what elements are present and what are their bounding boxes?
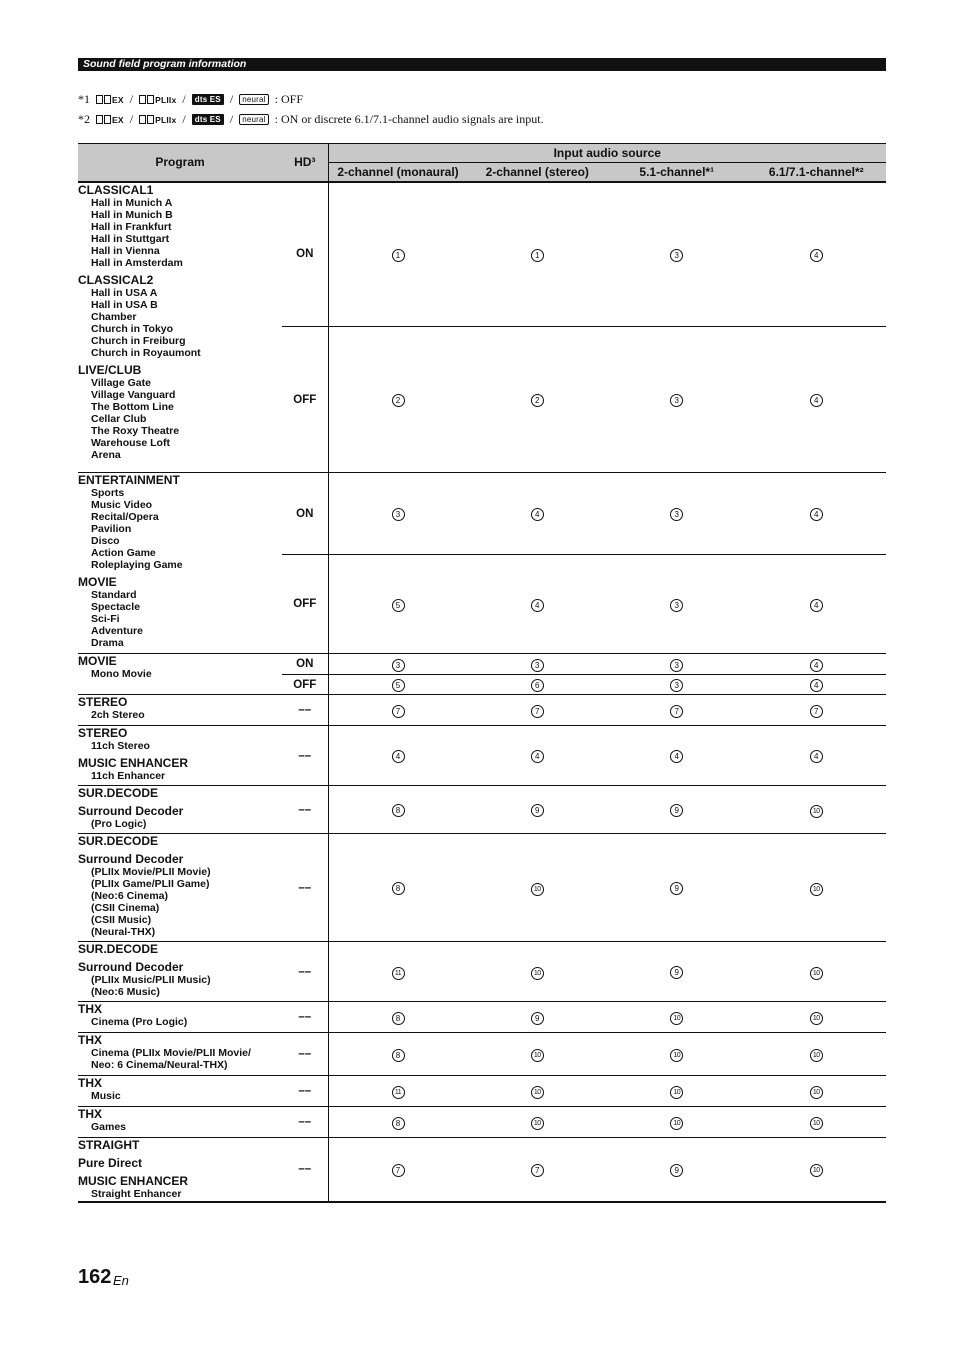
circled-number: 7 <box>670 705 683 718</box>
circled-number: 10 <box>810 805 823 818</box>
decoder-ref-cell <box>747 786 887 834</box>
decoder-ref-cell <box>468 726 608 786</box>
sound-field-item: Hall in Frankfurt <box>91 220 172 233</box>
program-title: SUR.DECODE <box>78 942 159 956</box>
program-cell <box>78 695 282 726</box>
program-title: Surround Decoder <box>78 852 184 866</box>
program-group <box>78 726 282 752</box>
footnote-text: : ON or discrete 6.1/7.1-channel audio signals are input. <box>274 112 544 126</box>
program-group <box>78 473 282 571</box>
decoder-ref-cell <box>747 555 887 654</box>
circled-number: 4 <box>531 750 544 763</box>
table-row <box>78 1076 886 1107</box>
table-row <box>78 182 886 327</box>
decoder-ref-cell <box>607 675 747 695</box>
decoder-ref-cell <box>747 695 887 726</box>
circled-number: 10 <box>810 1117 823 1130</box>
circled-number: 4 <box>531 599 544 612</box>
program-group <box>78 804 282 830</box>
circled-number: 11 <box>392 967 405 980</box>
decoder-ref-cell <box>747 1076 887 1107</box>
program-cell <box>78 786 282 834</box>
footnote-mark: *1 <box>78 92 90 106</box>
decoder-ref-cell <box>607 182 747 327</box>
header-2ch-stereo: 2-channel (stereo) <box>468 163 608 182</box>
circled-number: 3 <box>670 508 683 521</box>
program-group <box>78 1002 282 1028</box>
decoder-ref-cell <box>328 726 468 786</box>
decoder-ref-cell <box>747 327 887 473</box>
program-title: Surround Decoder <box>78 804 184 818</box>
program-group <box>78 363 282 461</box>
sound-field-item: Music <box>91 1090 121 1102</box>
table-row <box>78 695 886 726</box>
sound-field-item: Roleplaying Game <box>91 559 183 571</box>
footnote-1: *1 EX / PLIIx / dts ES / neural : OFF <box>78 92 304 106</box>
decoder-ref-cell <box>468 675 608 695</box>
sound-field-item: Village Gate <box>91 376 151 389</box>
decoder-ref-cell <box>328 834 468 942</box>
sound-field-item: Games <box>91 1121 127 1133</box>
circled-number: 8 <box>392 882 405 895</box>
program-cell <box>78 182 282 473</box>
table-row <box>78 726 886 786</box>
circled-number: 3 <box>670 249 683 262</box>
program-title: MUSIC ENHANCER <box>78 1174 189 1188</box>
sound-field-item: The Bottom Line <box>91 400 174 413</box>
hd3-cell: –– <box>282 695 328 726</box>
table-row <box>78 1002 886 1033</box>
header-5-1ch: 5.1-channel*¹ <box>607 163 747 182</box>
sound-field-item: Action Game <box>91 547 156 559</box>
decoder-ref-cell <box>468 695 608 726</box>
program-cell <box>78 1107 282 1138</box>
decoder-ref-cell <box>607 834 747 942</box>
program-group <box>78 695 282 721</box>
program-cell <box>78 834 282 942</box>
decoder-ref-cell <box>747 1033 887 1076</box>
circled-number: 7 <box>392 705 405 718</box>
page-number: 162 <box>78 1266 112 1288</box>
program-title: Pure Direct <box>78 1156 143 1170</box>
circled-number: 4 <box>810 249 823 262</box>
sound-field-item: Church in Freiburg <box>91 334 186 347</box>
sound-field-item: (Neural-THX) <box>91 926 156 938</box>
decoder-ref-cell <box>607 1138 747 1202</box>
circled-number: 8 <box>392 1117 405 1130</box>
circled-number: 10 <box>810 967 823 980</box>
sound-field-item: Warehouse Loft <box>91 436 170 449</box>
sound-field-item: 11ch Enhancer <box>91 770 166 782</box>
decoder-ref-cell <box>328 942 468 1002</box>
sound-field-table <box>78 143 886 1203</box>
sound-field-item: Church in Tokyo <box>91 322 174 335</box>
program-title: Surround Decoder <box>78 960 184 974</box>
decoder-ref-cell <box>328 555 468 654</box>
circled-number: 9 <box>670 882 683 895</box>
decoder-ref-cell <box>468 327 608 473</box>
circled-number: 9 <box>670 966 683 979</box>
circled-number: 9 <box>670 1164 683 1177</box>
decoder-ref-cell <box>468 1033 608 1076</box>
table-row <box>78 1138 886 1202</box>
decoder-ref-cell <box>607 695 747 726</box>
decoder-ref-cell <box>607 1033 747 1076</box>
header-input-audio-source: Input audio source <box>328 144 886 163</box>
program-title: STRAIGHT <box>78 1138 140 1152</box>
sound-field-item: Standard <box>91 589 137 601</box>
circled-number: 10 <box>531 1086 544 1099</box>
program-title: THX <box>78 1107 102 1121</box>
decoder-ref-cell <box>747 1107 887 1138</box>
circled-number: 10 <box>531 967 544 980</box>
hd3-cell: –– <box>282 1002 328 1033</box>
sound-field-item: Adventure <box>91 625 143 637</box>
program-cell <box>78 1033 282 1076</box>
program-group <box>78 183 282 269</box>
circled-number: 4 <box>531 508 544 521</box>
neural-logo: neural <box>239 114 268 125</box>
sound-field-item: Spectacle <box>91 601 141 613</box>
circled-number: 2 <box>392 394 405 407</box>
program-group <box>78 1156 282 1170</box>
sound-field-item: Hall in Munich B <box>91 208 173 221</box>
decoder-ref-cell <box>468 1107 608 1138</box>
sound-field-item: 11ch Stereo <box>91 740 150 752</box>
program-cell <box>78 942 282 1002</box>
decoder-ref-cell <box>328 1002 468 1033</box>
program-cell <box>78 654 282 695</box>
hd3-cell: ON <box>282 654 328 675</box>
circled-number: 10 <box>670 1117 683 1130</box>
sound-field-item: Sci-Fi <box>91 613 120 625</box>
decoder-ref-cell <box>468 786 608 834</box>
dolby-prologic-iix-logo: PLIIx <box>139 94 176 105</box>
program-group <box>78 834 282 848</box>
hd3-cell: –– <box>282 786 328 834</box>
circled-number: 7 <box>531 705 544 718</box>
program-group <box>78 1138 282 1152</box>
program-title: MOVIE <box>78 575 117 589</box>
header-2ch-monaural: 2-channel (monaural) <box>328 163 468 182</box>
decoder-ref-cell <box>747 834 887 942</box>
circled-number: 1 <box>531 249 544 262</box>
sound-field-item: Cinema (Pro Logic) <box>91 1016 188 1028</box>
hd3-cell: OFF <box>282 555 328 654</box>
decoder-ref-cell <box>328 182 468 327</box>
neural-logo: neural <box>239 94 268 105</box>
program-title: CLASSICAL2 <box>78 272 154 287</box>
sound-field-item: Cellar Club <box>91 412 147 425</box>
circled-number: 7 <box>810 705 823 718</box>
program-group <box>78 942 282 956</box>
footnote-text: : OFF <box>274 92 304 106</box>
decoder-ref-cell <box>607 726 747 786</box>
hd3-cell: –– <box>282 1107 328 1138</box>
hd3-cell: OFF <box>282 327 328 473</box>
program-title: LIVE/CLUB <box>78 362 142 377</box>
circled-number: 4 <box>670 750 683 763</box>
sound-field-item: The Roxy Theatre <box>91 424 180 437</box>
decoder-ref-cell <box>468 555 608 654</box>
sound-field-item: (Pro Logic) <box>91 818 147 830</box>
table-row <box>78 1107 886 1138</box>
sound-field-item: Mono Movie <box>91 668 152 680</box>
decoder-ref-cell <box>328 473 468 555</box>
circled-number: 4 <box>810 599 823 612</box>
program-cell <box>78 1002 282 1033</box>
circled-number: 3 <box>392 659 405 672</box>
sound-field-item: Neo: 6 Cinema/Neural-THX) <box>91 1059 228 1071</box>
circled-number: 10 <box>531 1117 544 1130</box>
circled-number: 3 <box>670 394 683 407</box>
program-group <box>78 654 282 680</box>
program-title: THX <box>78 1033 102 1047</box>
program-group <box>78 575 282 649</box>
program-group <box>78 960 282 998</box>
decoder-ref-cell <box>747 182 887 327</box>
circled-number: 9 <box>531 804 544 817</box>
program-group <box>78 273 282 359</box>
hd3-cell: ON <box>282 473 328 555</box>
sound-field-item: Village Vanguard <box>91 388 176 401</box>
circled-number: 1 <box>392 249 405 262</box>
decoder-ref-cell <box>607 654 747 675</box>
sound-field-item: Straight Enhancer <box>91 1188 182 1200</box>
circled-number: 10 <box>670 1049 683 1062</box>
decoder-ref-cell <box>468 1138 608 1202</box>
program-group <box>78 1033 282 1071</box>
dts-es-logo: dts ES <box>192 94 224 105</box>
program-title: MOVIE <box>78 654 117 668</box>
table-row <box>78 473 886 555</box>
circled-number: 7 <box>531 1164 544 1177</box>
program-cell <box>78 726 282 786</box>
hd3-cell: ON <box>282 182 328 327</box>
decoder-ref-cell <box>747 675 887 695</box>
decoder-ref-cell <box>468 834 608 942</box>
circled-number: 9 <box>670 804 683 817</box>
decoder-ref-cell <box>328 675 468 695</box>
circled-number: 8 <box>392 804 405 817</box>
hd3-cell: –– <box>282 834 328 942</box>
decoder-ref-cell <box>328 327 468 473</box>
decoder-ref-cell <box>328 1138 468 1202</box>
section-header-bar <box>78 58 886 71</box>
decoder-ref-cell <box>607 555 747 654</box>
program-group <box>78 1107 282 1133</box>
circled-number: 8 <box>392 1012 405 1025</box>
circled-number: 8 <box>392 1049 405 1062</box>
sound-field-item: Hall in USA B <box>91 298 158 311</box>
circled-number: 3 <box>392 508 405 521</box>
circled-number: 11 <box>392 1086 405 1099</box>
circled-number: 10 <box>810 1086 823 1099</box>
circled-number: 5 <box>392 599 405 612</box>
program-title: MUSIC ENHANCER <box>78 756 189 770</box>
sound-field-item: Sports <box>91 487 125 499</box>
program-title: STEREO <box>78 726 128 740</box>
circled-number: 3 <box>670 599 683 612</box>
sound-field-item: (CSII Music) <box>91 914 152 926</box>
decoder-ref-cell <box>328 654 468 675</box>
decoder-ref-cell <box>328 1076 468 1107</box>
sound-field-item: Cinema (PLIIx Movie/PLII Movie/ <box>91 1047 251 1059</box>
section-title: Sound field program information <box>83 58 247 70</box>
program-cell <box>78 1076 282 1107</box>
decoder-ref-cell <box>468 654 608 675</box>
program-group <box>78 786 282 800</box>
circled-number: 4 <box>810 659 823 672</box>
circled-number: 10 <box>670 1012 683 1025</box>
table-row <box>78 786 886 834</box>
footnote-2: *2 EX / PLIIx / dts ES / neural : ON or discrete 6.1/7.1-channel audio signals are input. <box>78 112 544 126</box>
decoder-ref-cell <box>747 726 887 786</box>
sound-field-item: Hall in Amsterdam <box>91 256 183 269</box>
header-program: Program <box>78 144 282 182</box>
circled-number: 4 <box>810 679 823 692</box>
decoder-ref-cell <box>328 1107 468 1138</box>
decoder-ref-cell <box>468 1076 608 1107</box>
program-title: ENTERTAINMENT <box>78 473 180 487</box>
decoder-ref-cell <box>747 942 887 1002</box>
program-title: STEREO <box>78 695 128 709</box>
decoder-ref-cell <box>468 182 608 327</box>
hd3-cell: –– <box>282 942 328 1002</box>
circled-number: 10 <box>810 1049 823 1062</box>
circled-number: 9 <box>531 1012 544 1025</box>
circled-number: 4 <box>392 750 405 763</box>
hd3-cell: –– <box>282 726 328 786</box>
decoder-ref-cell <box>607 1076 747 1107</box>
circled-number: 7 <box>392 1164 405 1177</box>
page-language: En <box>113 1273 129 1288</box>
program-group <box>78 1076 282 1102</box>
sound-field-item: Pavilion <box>91 523 132 535</box>
program-title: THX <box>78 1076 102 1090</box>
decoder-ref-cell <box>468 942 608 1002</box>
program-group <box>78 1174 282 1200</box>
decoder-ref-cell <box>468 473 608 555</box>
sound-field-item: (PLIIx Game/PLII Game) <box>91 878 210 890</box>
decoder-ref-cell <box>607 473 747 555</box>
circled-number: 5 <box>392 679 405 692</box>
program-cell <box>78 1138 282 1202</box>
decoder-ref-cell <box>468 1002 608 1033</box>
sound-field-item: (PLIIx Movie/PLII Movie) <box>91 866 211 878</box>
program-group <box>78 756 282 782</box>
circled-number: 6 <box>531 679 544 692</box>
program-title: CLASSICAL1 <box>78 182 154 197</box>
program-title: SUR.DECODE <box>78 834 159 848</box>
decoder-ref-cell <box>747 654 887 675</box>
program-cell <box>78 473 282 654</box>
circled-number: 10 <box>810 1164 823 1177</box>
sound-field-item: Hall in USA A <box>91 286 158 299</box>
table-row <box>78 942 886 1002</box>
sound-field-item: (CSII Cinema) <box>91 902 160 914</box>
table-row <box>78 654 886 675</box>
header-6-1-7-1ch: 6.1/7.1-channel*² <box>747 163 887 182</box>
circled-number: 10 <box>670 1086 683 1099</box>
circled-number: 10 <box>531 1049 544 1062</box>
circled-number: 10 <box>531 883 544 896</box>
sound-field-item: Hall in Munich A <box>91 196 173 209</box>
circled-number: 10 <box>810 883 823 896</box>
program-title: THX <box>78 1002 102 1016</box>
hd3-cell: OFF <box>282 675 328 695</box>
sound-field-item: Hall in Vienna <box>91 244 160 257</box>
sound-field-item: (Neo:6 Music) <box>91 986 160 998</box>
circled-number: 10 <box>810 1012 823 1025</box>
decoder-ref-cell <box>747 1002 887 1033</box>
circled-number: 4 <box>810 394 823 407</box>
circled-number: 3 <box>670 679 683 692</box>
dolby-prologic-iix-logo: PLIIx <box>139 114 176 125</box>
decoder-ref-cell <box>328 1033 468 1076</box>
circled-number: 2 <box>531 394 544 407</box>
sound-field-item: Disco <box>91 535 120 547</box>
header-hd3: HD³ <box>282 144 328 182</box>
decoder-ref-cell <box>607 786 747 834</box>
table-row <box>78 1033 886 1076</box>
sound-field-item: Arena <box>91 448 121 461</box>
decoder-ref-cell <box>328 786 468 834</box>
sound-field-item: (PLIIx Music/PLII Music) <box>91 974 211 986</box>
sound-field-item: Church in Royaumont <box>91 346 201 359</box>
sound-field-item: Recital/Opera <box>91 511 159 523</box>
hd3-cell: –– <box>282 1138 328 1202</box>
hd3-cell: –– <box>282 1076 328 1107</box>
dolby-digital-ex-logo: EX <box>96 114 124 125</box>
decoder-ref-cell <box>607 327 747 473</box>
sound-field-item: 2ch Stereo <box>91 709 145 721</box>
sound-field-item: Drama <box>91 637 124 649</box>
dolby-digital-ex-logo: EX <box>96 94 124 105</box>
decoder-ref-cell <box>607 942 747 1002</box>
program-title: SUR.DECODE <box>78 786 159 800</box>
program-group <box>78 852 282 938</box>
footnote-mark: *2 <box>78 112 90 126</box>
sound-field-item: Chamber <box>91 310 137 323</box>
circled-number: 3 <box>670 659 683 672</box>
dts-es-logo: dts ES <box>192 114 224 125</box>
circled-number: 4 <box>810 508 823 521</box>
sound-field-item: Music Video <box>91 499 153 511</box>
hd3-cell: –– <box>282 1033 328 1076</box>
circled-number: 4 <box>810 750 823 763</box>
decoder-ref-cell <box>747 473 887 555</box>
decoder-ref-cell <box>607 1107 747 1138</box>
sound-field-item: (Neo:6 Cinema) <box>91 890 169 902</box>
decoder-ref-cell <box>328 695 468 726</box>
table-row <box>78 834 886 942</box>
decoder-ref-cell <box>747 1138 887 1202</box>
circled-number: 3 <box>531 659 544 672</box>
decoder-ref-cell <box>607 1002 747 1033</box>
table-body <box>78 182 886 1202</box>
sound-field-item: Hall in Stuttgart <box>91 232 170 245</box>
